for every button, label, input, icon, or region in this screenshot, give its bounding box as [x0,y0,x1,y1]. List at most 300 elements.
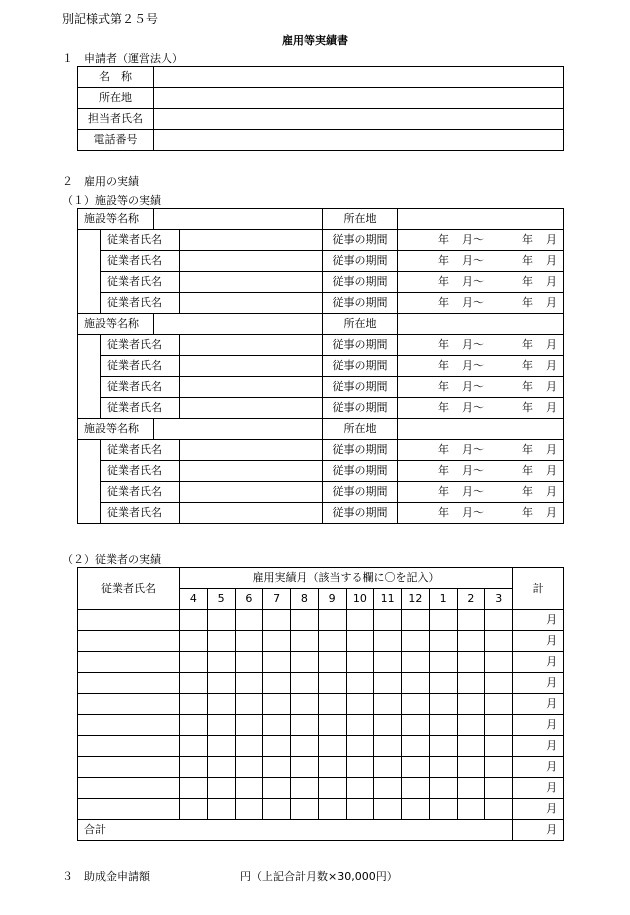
period-year-to: 年 [522,338,533,351]
employee-period-row [78,440,564,461]
month-check-cell[interactable] [457,715,485,736]
employee-name-cell[interactable] [78,652,180,673]
month-check-cell[interactable] [374,610,402,631]
period-label: 従事の期間 [323,440,398,461]
month-check-cell[interactable] [263,757,291,778]
employee-name-cell[interactable] [180,230,323,251]
month-check-cell[interactable] [180,778,208,799]
period-year-to: 年 [522,359,533,372]
employee-month-row [78,778,564,799]
employee-name-cell[interactable] [78,778,180,799]
form-id: 別記様式第２５号 [62,12,159,26]
employee-month-row [78,799,564,820]
month-check-cell[interactable] [485,715,513,736]
total-months-cell[interactable]: 月 [513,799,564,820]
month-check-cell[interactable] [346,673,374,694]
month-check-cell[interactable] [291,652,319,673]
period-label: 従事の期間 [323,335,398,356]
month-check-cell[interactable] [180,715,208,736]
period-year-from: 年 [438,338,449,351]
month-check-cell[interactable] [429,778,457,799]
months-header: 雇用実績月（該当する欄に〇を記入） [180,568,513,589]
month-check-cell[interactable] [180,757,208,778]
month-check-cell[interactable] [402,652,430,673]
month-check-cell[interactable] [374,652,402,673]
period-cell[interactable] [398,293,564,314]
period-month-from: 月～ [462,254,484,267]
facility-name-label: 施設等名称 [78,314,154,335]
month-check-cell[interactable] [485,631,513,652]
employee-name-cell[interactable] [78,610,180,631]
employee-name-label: 従業者氏名 [101,293,180,314]
month-check-cell[interactable] [346,799,374,820]
month-check-cell[interactable] [429,736,457,757]
period-month-to: 月 [546,296,557,309]
period-year-to: 年 [522,254,533,267]
indent-cell [78,293,101,314]
month-check-cell[interactable] [402,799,430,820]
grand-total-cell[interactable]: 月 [513,820,564,841]
month-check-cell[interactable] [207,757,235,778]
month-number: 6 [235,589,263,610]
facility-name-cell[interactable] [154,209,323,230]
period-cell[interactable] [398,377,564,398]
month-check-cell[interactable] [346,652,374,673]
period-label: 従事の期間 [323,377,398,398]
period-year-from: 年 [438,233,449,246]
applicant-row [78,109,564,130]
employee-name-label: 従業者氏名 [101,398,180,419]
month-check-cell[interactable] [263,799,291,820]
month-check-cell[interactable] [346,757,374,778]
month-check-cell[interactable] [207,631,235,652]
month-check-cell[interactable] [485,694,513,715]
period-label: 従事の期間 [323,272,398,293]
employee-period-row [78,482,564,503]
period-month-to: 月 [546,254,557,267]
month-check-cell[interactable] [235,652,263,673]
month-check-cell[interactable] [402,610,430,631]
employee-name-cell[interactable] [180,503,323,524]
employee-name-cell[interactable] [180,440,323,461]
period-month-to: 月 [546,233,557,246]
period-label: 従事の期間 [323,230,398,251]
period-label: 従事の期間 [323,503,398,524]
facility-row [78,209,564,230]
period-cell[interactable] [398,230,564,251]
month-check-cell[interactable] [374,736,402,757]
month-check-cell[interactable] [457,694,485,715]
period-month-from: 月～ [462,506,484,519]
month-check-cell[interactable] [291,694,319,715]
month-number: 3 [485,589,513,610]
period-cell[interactable] [398,356,564,377]
period-month-from: 月～ [462,380,484,393]
month-check-cell[interactable] [291,799,319,820]
employee-period-row [78,251,564,272]
employee-month-row [78,652,564,673]
month-check-cell[interactable] [457,631,485,652]
month-check-cell[interactable] [207,652,235,673]
month-check-cell[interactable] [346,715,374,736]
month-check-cell[interactable] [429,673,457,694]
month-number: 5 [207,589,235,610]
indent-cell [78,503,101,524]
total-months-cell[interactable]: 月 [513,631,564,652]
month-check-cell[interactable] [318,652,346,673]
month-check-cell[interactable] [402,673,430,694]
total-months-cell[interactable]: 月 [513,757,564,778]
period-month-from: 月～ [462,275,484,288]
month-check-cell[interactable] [235,715,263,736]
month-check-cell[interactable] [457,799,485,820]
month-check-cell[interactable] [263,715,291,736]
employee-name-cell[interactable] [180,272,323,293]
employee-name-header: 従業者氏名 [78,568,180,610]
employee-name-cell[interactable] [180,251,323,272]
employee-name-cell[interactable] [78,715,180,736]
month-check-cell[interactable] [263,652,291,673]
month-check-cell[interactable] [180,652,208,673]
period-year-to: 年 [522,443,533,456]
period-month-to: 月 [546,359,557,372]
period-label: 従事の期間 [323,398,398,419]
month-check-cell[interactable] [457,757,485,778]
applicant-label: 電話番号 [78,130,154,151]
month-check-cell[interactable] [318,673,346,694]
grand-total-label: 合計 [78,820,513,841]
applicant-row [78,130,564,151]
month-check-cell[interactable] [263,736,291,757]
period-cell[interactable] [398,503,564,524]
indent-cell [78,251,101,272]
indent-cell [78,398,101,419]
month-check-cell[interactable] [374,631,402,652]
period-month-from: 月～ [462,401,484,414]
employee-name-label: 従業者氏名 [101,356,180,377]
month-check-cell[interactable] [235,631,263,652]
month-check-cell[interactable] [318,610,346,631]
employee-name-label: 従業者氏名 [101,440,180,461]
month-number: 9 [318,589,346,610]
period-month-from: 月～ [462,464,484,477]
period-cell[interactable] [398,461,564,482]
period-label: 従事の期間 [323,356,398,377]
indent-cell [78,377,101,398]
grand-total-row [78,820,564,841]
employee-period-row [78,356,564,377]
month-check-cell[interactable] [207,715,235,736]
month-check-cell[interactable] [346,694,374,715]
period-cell[interactable] [398,398,564,419]
total-months-cell[interactable]: 月 [513,715,564,736]
month-check-cell[interactable] [263,673,291,694]
employee-month-row [78,631,564,652]
total-header: 計 [513,568,564,610]
employee-name-cell[interactable] [180,461,323,482]
month-check-cell[interactable] [318,757,346,778]
applicant-value-cell[interactable] [154,130,564,151]
section2-sub2: （２）従業者の実績 [62,553,161,566]
period-month-from: 月～ [462,443,484,456]
month-check-cell[interactable] [429,652,457,673]
employee-period-row [78,293,564,314]
employee-period-row [78,377,564,398]
employee-period-row [78,503,564,524]
facility-location-cell[interactable] [398,314,564,335]
applicant-value-cell[interactable] [154,88,564,109]
employee-month-row [78,694,564,715]
month-check-cell[interactable] [207,610,235,631]
period-month-from: 月～ [462,338,484,351]
period-year-to: 年 [522,506,533,519]
month-check-cell[interactable] [207,799,235,820]
employee-period-row [78,461,564,482]
month-check-cell[interactable] [180,736,208,757]
section2-sub1: （１）施設等の実績 [62,194,161,207]
month-check-cell[interactable] [318,694,346,715]
indent-cell [78,335,101,356]
period-year-from: 年 [438,254,449,267]
section2-heading: ２ 雇用の実績 [62,175,139,188]
month-check-cell[interactable] [457,652,485,673]
month-check-cell[interactable] [485,799,513,820]
month-check-cell[interactable] [374,673,402,694]
total-months-cell[interactable]: 月 [513,778,564,799]
month-check-cell[interactable] [318,715,346,736]
month-check-cell[interactable] [374,715,402,736]
month-check-cell[interactable] [235,799,263,820]
applicant-label: 所在地 [78,88,154,109]
employee-name-label: 従業者氏名 [101,503,180,524]
period-year-from: 年 [438,401,449,414]
employee-period-row [78,398,564,419]
month-check-cell[interactable] [180,673,208,694]
employee-name-label: 従業者氏名 [101,461,180,482]
employee-name-label: 従業者氏名 [101,482,180,503]
month-check-cell[interactable] [235,610,263,631]
month-check-cell[interactable] [263,778,291,799]
total-months-cell[interactable]: 月 [513,652,564,673]
period-cell[interactable] [398,251,564,272]
month-check-cell[interactable] [402,778,430,799]
facility-row [78,419,564,440]
period-year-from: 年 [438,485,449,498]
month-check-cell[interactable] [180,694,208,715]
month-check-cell[interactable] [263,631,291,652]
employee-name-cell[interactable] [180,293,323,314]
month-check-cell[interactable] [457,736,485,757]
months-header-row [78,568,564,589]
month-check-cell[interactable] [402,631,430,652]
period-month-to: 月 [546,443,557,456]
facility-location-cell[interactable] [398,419,564,440]
employee-name-cell[interactable] [78,757,180,778]
period-year-to: 年 [522,380,533,393]
employee-name-cell[interactable] [78,631,180,652]
month-check-cell[interactable] [291,736,319,757]
document-title: 雇用等実績書 [282,34,348,47]
applicant-row [78,67,564,88]
month-check-cell[interactable] [346,736,374,757]
month-check-cell[interactable] [235,736,263,757]
month-check-cell[interactable] [291,610,319,631]
month-check-cell[interactable] [457,610,485,631]
facility-name-cell[interactable] [154,419,323,440]
month-check-cell[interactable] [291,715,319,736]
month-number: 1 [429,589,457,610]
period-cell[interactable] [398,335,564,356]
period-year-from: 年 [438,464,449,477]
month-check-cell[interactable] [485,778,513,799]
month-number: 11 [374,589,402,610]
period-year-from: 年 [438,275,449,288]
month-check-cell[interactable] [429,610,457,631]
month-check-cell[interactable] [235,757,263,778]
month-check-cell[interactable] [291,778,319,799]
period-year-from: 年 [438,359,449,372]
employee-name-cell[interactable] [78,673,180,694]
employee-name-cell[interactable] [78,694,180,715]
period-year-from: 年 [438,380,449,393]
period-year-from: 年 [438,296,449,309]
period-year-from: 年 [438,443,449,456]
month-check-cell[interactable] [374,799,402,820]
month-check-cell[interactable] [429,694,457,715]
month-check-cell[interactable] [318,631,346,652]
period-cell[interactable] [398,440,564,461]
section1-heading: １ 申請者（運営法人） [62,52,183,65]
month-check-cell[interactable] [318,799,346,820]
month-check-cell[interactable] [374,757,402,778]
period-month-to: 月 [546,401,557,414]
employee-name-cell[interactable] [180,335,323,356]
month-check-cell[interactable] [346,778,374,799]
employee-name-cell[interactable] [180,398,323,419]
month-check-cell[interactable] [485,652,513,673]
month-check-cell[interactable] [207,673,235,694]
total-months-cell[interactable]: 月 [513,673,564,694]
period-month-from: 月～ [462,359,484,372]
month-check-cell[interactable] [291,673,319,694]
month-check-cell[interactable] [402,757,430,778]
facility-location-label: 所在地 [323,314,398,335]
employee-month-row [78,673,564,694]
employee-name-cell[interactable] [78,736,180,757]
employee-period-row [78,272,564,293]
employee-name-label: 従業者氏名 [101,335,180,356]
period-year-to: 年 [522,275,533,288]
month-check-cell[interactable] [207,694,235,715]
applicant-value-cell[interactable] [154,109,564,130]
section3-unit-note: 円（上記合計月数×30,000円） [240,870,398,883]
month-check-cell[interactable] [429,799,457,820]
total-months-cell[interactable]: 月 [513,736,564,757]
employee-name-cell[interactable] [180,356,323,377]
indent-cell [78,440,101,461]
indent-cell [78,356,101,377]
month-check-cell[interactable] [457,673,485,694]
total-months-cell[interactable]: 月 [513,694,564,715]
month-check-cell[interactable] [402,715,430,736]
period-month-from: 月～ [462,296,484,309]
month-check-cell[interactable] [235,694,263,715]
facility-name-cell[interactable] [154,314,323,335]
section3-heading: ３ 助成金申請額 [62,870,150,883]
facility-row [78,314,564,335]
period-label: 従事の期間 [323,482,398,503]
month-check-cell[interactable] [180,799,208,820]
month-check-cell[interactable] [429,757,457,778]
month-check-cell[interactable] [429,715,457,736]
facility-location-cell[interactable] [398,209,564,230]
month-check-cell[interactable] [318,778,346,799]
period-year-to: 年 [522,401,533,414]
month-number: 8 [291,589,319,610]
month-check-cell[interactable] [485,736,513,757]
period-month-to: 月 [546,464,557,477]
month-check-cell[interactable] [429,631,457,652]
month-check-cell[interactable] [207,736,235,757]
month-check-cell[interactable] [402,694,430,715]
month-check-cell[interactable] [263,694,291,715]
employee-period-row [78,335,564,356]
total-months-cell[interactable]: 月 [513,610,564,631]
month-number: 12 [402,589,430,610]
month-check-cell[interactable] [374,778,402,799]
facility-location-label: 所在地 [323,419,398,440]
month-check-cell[interactable] [374,694,402,715]
month-check-cell[interactable] [457,778,485,799]
month-check-cell[interactable] [485,673,513,694]
period-year-from: 年 [438,506,449,519]
applicant-value-cell[interactable] [154,67,564,88]
employee-name-cell[interactable] [180,482,323,503]
facility-location-label: 所在地 [323,209,398,230]
month-check-cell[interactable] [180,631,208,652]
period-month-to: 月 [546,380,557,393]
employee-name-cell[interactable] [78,799,180,820]
employee-name-cell[interactable] [180,377,323,398]
month-check-cell[interactable] [318,736,346,757]
employee-month-row [78,715,564,736]
month-check-cell[interactable] [485,610,513,631]
month-check-cell[interactable] [291,631,319,652]
month-check-cell[interactable] [263,610,291,631]
indent-cell [78,272,101,293]
period-cell[interactable] [398,272,564,293]
employee-month-row [78,736,564,757]
employee-months-table [77,567,564,841]
month-check-cell[interactable] [346,610,374,631]
month-check-cell[interactable] [235,673,263,694]
month-number: 7 [263,589,291,610]
indent-cell [78,482,101,503]
month-check-cell[interactable] [485,757,513,778]
month-check-cell[interactable] [180,610,208,631]
month-check-cell[interactable] [235,778,263,799]
month-check-cell[interactable] [291,757,319,778]
period-cell[interactable] [398,482,564,503]
period-month-from: 月～ [462,485,484,498]
month-number: 10 [346,589,374,610]
facility-name-label: 施設等名称 [78,419,154,440]
employee-name-label: 従業者氏名 [101,272,180,293]
month-check-cell[interactable] [346,631,374,652]
month-check-cell[interactable] [402,736,430,757]
month-check-cell[interactable] [207,778,235,799]
applicant-label: 名 称 [78,67,154,88]
